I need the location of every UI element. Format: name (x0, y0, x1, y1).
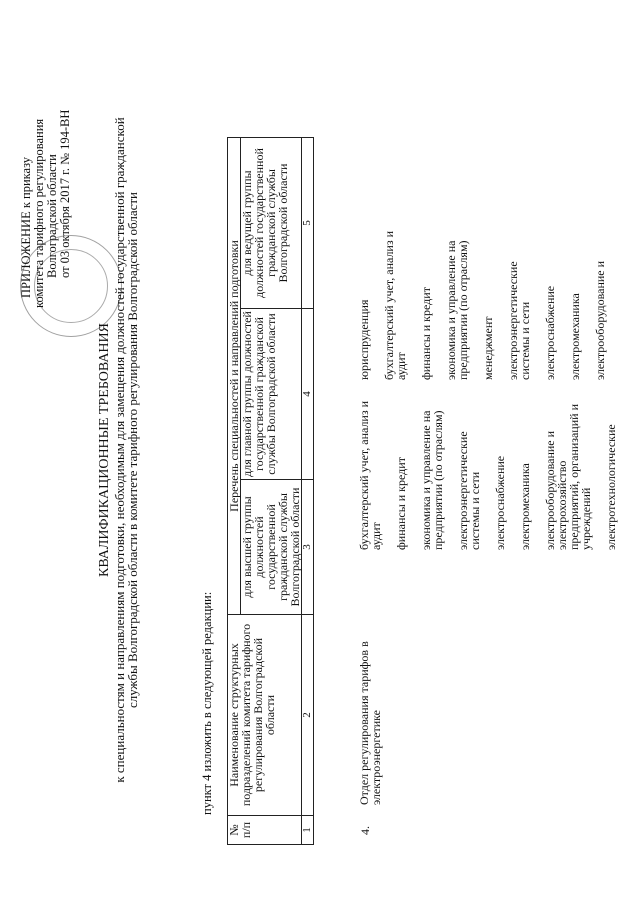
list-item: электромеханика (568, 293, 582, 380)
table-numbering-row (302, 138, 314, 845)
header-highest-group: для высшей группы должностей государственной гражданской службы Волгоградской области (241, 480, 302, 615)
list-item: экономика и управление на предприятии (по отраслям) (444, 240, 470, 380)
list-item: электроэнергетические системы и сети (506, 261, 532, 380)
list-item: электромеханика (518, 463, 532, 550)
list-item: электроснабжение (493, 455, 507, 550)
document-heading (97, 55, 139, 845)
list-item: электрооборудование и электрохозяйство предприятий, организаций и учреждений (543, 404, 593, 550)
column-number-5: 5 (302, 138, 314, 309)
row-number: 4. (358, 826, 372, 835)
list-item: электроснабжение (543, 285, 557, 380)
column-number-2: 2 (302, 615, 314, 816)
list-item: финансы и кредит (419, 287, 433, 380)
appendix-line-4: от 03 октября 2017 г. № 194-ВН (58, 109, 72, 278)
appendix-line-1: ПРИЛОЖЕНИЕ к приказу (19, 156, 33, 298)
document-subtitle-line-1: к специальностям и направлениям подготовки, необходимым для замещения должностей государственной гражданской (112, 117, 127, 783)
list-item: юриспруденция (357, 299, 371, 380)
table-header-row (228, 138, 241, 845)
list-item: электротехнологические (604, 424, 618, 550)
header-main-group: для главной группы должностей государственной гражданской службы Волгоградской области (241, 309, 302, 480)
main-group-list (358, 400, 630, 550)
list-item: менеджмент (481, 316, 495, 380)
document-subtitle-line-2: службы Волгоградской области в комитете тарифного регулирования Волгоградской области (125, 191, 140, 709)
intro-text: пункт 4 изложить в следующей редакции: (200, 591, 214, 815)
column-number-1: 1 (302, 816, 314, 845)
appendix-line-3: Волгоградской области (45, 154, 59, 278)
column-number-4: 4 (302, 309, 314, 480)
header-specialties-group: Перечень специальностей и направлений подготовки (228, 138, 241, 615)
list-item: бухгалтерский учет, анализ и аудит (382, 230, 408, 380)
list-item: экономика и управление на предприятии (по отраслям) (419, 410, 445, 550)
list-item: финансы и кредит (394, 457, 408, 550)
list-item: электроэнергетические системы и сети (456, 431, 482, 550)
column-number-3: 3 (302, 480, 314, 615)
header-number: № п/п (228, 816, 302, 845)
requirements-table (227, 137, 314, 845)
document-title: КВАЛИФИКАЦИОННЫЕ ТРЕБОВАНИЯ (97, 323, 112, 578)
appendix-line-2: комитета тарифного регулирования (32, 118, 46, 308)
header-department: Наименование структурных подразделений комитета тарифного регулирования Волгоградской области (228, 615, 302, 816)
leading-group-list (358, 230, 619, 380)
list-item: электрооборудование и (593, 260, 607, 380)
appendix-block (20, 10, 72, 390)
list-item: бухгалтерский учет, анализ и аудит (357, 400, 383, 550)
row-department: Отдел регулирования тарифов в электроэнергетике (357, 641, 383, 805)
header-leading-group: для ведущей группы должностей государственной гражданской службы Волгоградской области (241, 138, 302, 309)
